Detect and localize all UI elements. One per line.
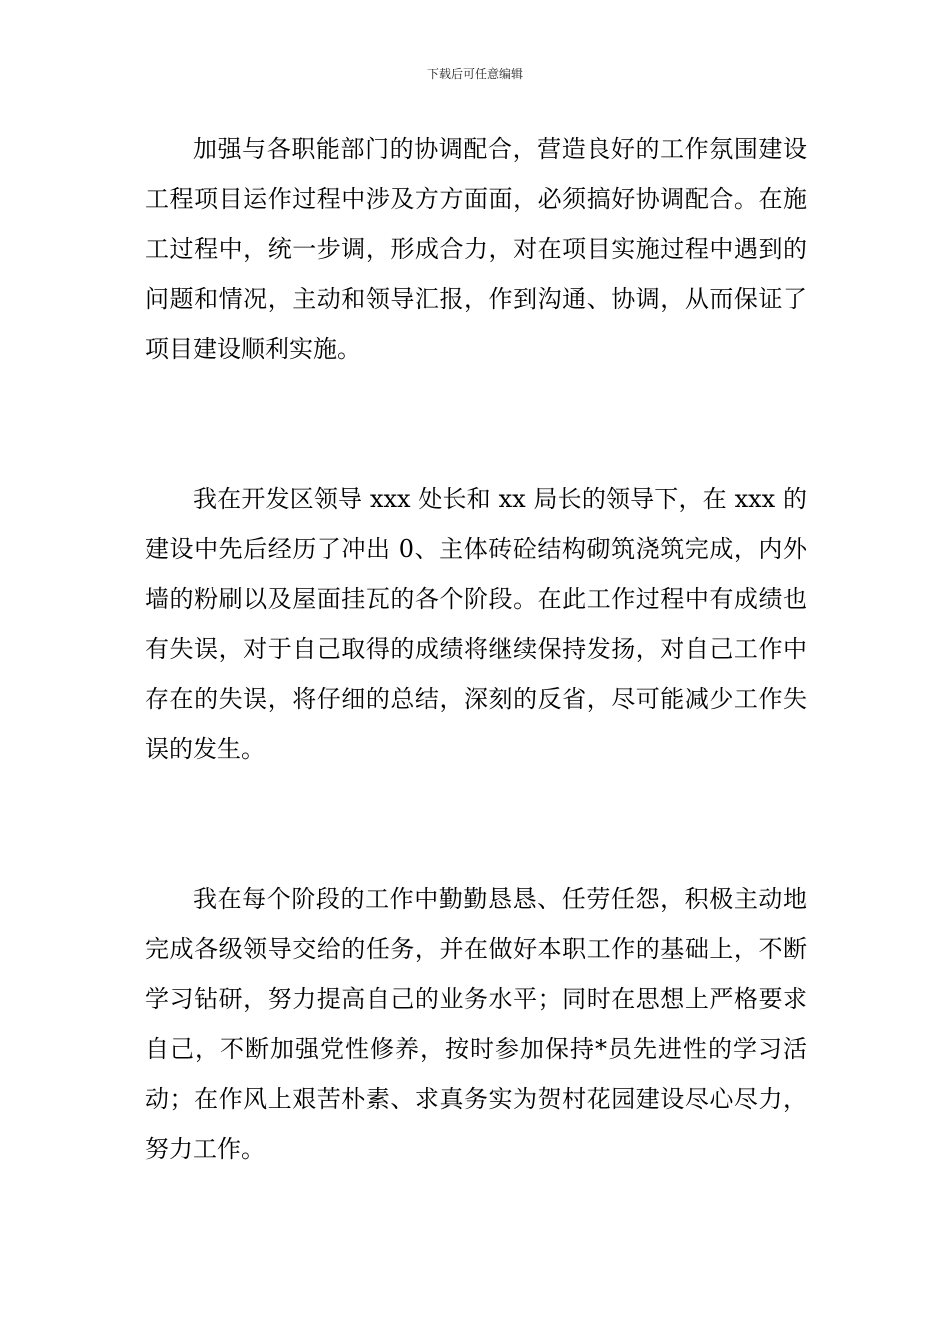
header-note: 下载后可任意编辑 xyxy=(426,67,523,81)
paragraph-3: 我在每个阶段的工作中勤勤恳恳、任劳任怨，积极主动地完成各级领导交给的任务，并在做好本职工作的基础上，不断学习钻研，努力提高自己的业务水平；同时在思想上严格要求自己，不断加强党性修养，按时参加保持*员先进性的学习活动；在作风上艰苦朴素、求真务实为贺村花园建设尽心尽力，努力工作。 xyxy=(145,885,807,1163)
paragraph-2: 我在开发区领导 xxx 处长和 xx 局长的领导下，在 xxx 的建设中先后经历了冲出 0、主体砖砼结构砌筑浇筑完成，内外墙的粉刷以及屋面挂瓦的各个阶段。在此工作过程中有成绩也有失误，对于自己取得的成绩将继续保持发扬，对自己工作中存在的失误，将仔细的总结，深刻的反省，尽可能减少工作失误的发生。 xyxy=(145,485,807,763)
document-body xyxy=(145,124,807,1174)
paragraph-1: 加强与各职能部门的协调配合，营造良好的工作氛围建设工程项目运作过程中涉及方方面面，必须搞好协调配合。在施工过程中，统一步调，形成合力，对在项目实施过程中遇到的问题和情况，主动和领导汇报，作到沟通、协调，从而保证了项目建设顺利实施。 xyxy=(145,135,807,363)
